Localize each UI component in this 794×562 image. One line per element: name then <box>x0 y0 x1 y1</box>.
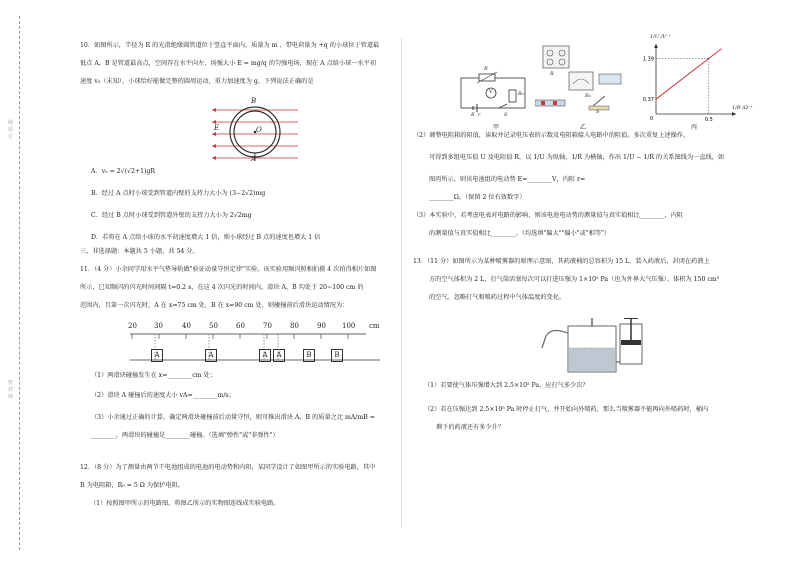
apparatus-label-r0: R₀ <box>585 93 591 99</box>
tick-label-x1: 0.5 <box>704 117 713 123</box>
q12-right-line-1: （2）调整电阻箱的阻值，读取并记录电压表的示数及电阻箱接入电路中的阻值。多次重复上述操作， <box>413 132 690 139</box>
block-a: A <box>205 349 217 362</box>
x-axis-arrow <box>732 112 736 116</box>
q13-sub-1: （1）若要使气体压强增大到 2.5×10⁵ Pa，应打气多少次？ <box>424 382 589 389</box>
q11-line-2: 所示，已知频闪的闪光时间间隔 t=0.2 s，在这 4 次闪光的时间内，滑块 A、B 均处于 20~100 cm 的 <box>80 284 364 291</box>
block-a: A <box>273 349 285 362</box>
apparatus-label-r: R <box>550 71 554 77</box>
graph-bing <box>640 40 740 126</box>
block-b: B <box>303 349 315 362</box>
circuit-label-v: V <box>489 89 493 95</box>
ruler-tick: 70 <box>263 322 272 330</box>
column-divider <box>401 38 402 528</box>
ruler-tick: 20 <box>128 322 137 330</box>
q10-label-a: A <box>251 155 257 163</box>
q10-option-d: D．若将在 A 点给小球的水平初速度增大 1 倍，则小球经过 B 点的速度也增大 1 倍 <box>91 234 321 241</box>
question-10 <box>80 42 400 86</box>
q12-right-line-6: 的测量值与真实值相比________。（均选填"偏大""偏小"或"相等"） <box>429 230 611 237</box>
tick-label-y2: 0.37 <box>642 97 654 104</box>
circuit-label-r: R <box>484 66 488 72</box>
q10-label-b: B <box>251 97 257 105</box>
ruler-tick: 60 <box>236 322 245 330</box>
ruler-tick: 30 <box>154 322 163 330</box>
tick-label-y1: 1.39 <box>642 56 654 63</box>
q10-label-e: E <box>214 124 220 132</box>
q13-sub-2: （2）若在压强达到 2.5×10⁵ Pa 时停止打气，并开始向外喷药，那么当喷雾器不能再向外喷药时，桶内 <box>424 406 709 413</box>
q12-right-part <box>413 132 788 238</box>
q10-label-o: O <box>256 126 262 134</box>
block-a: A <box>259 349 271 362</box>
q13-line-3: 的空气。忽略打气和喷药过程中气体温度的变化。 <box>429 294 566 301</box>
ruler-unit: cm <box>369 322 380 330</box>
q13-sub-3: 剩下的药液还有多少升？ <box>436 424 505 431</box>
caption-jia: 甲 <box>493 124 500 131</box>
apparatus-yi <box>535 44 635 124</box>
circuit-label-e: E <box>471 112 475 118</box>
tick-label-origin: 0 <box>649 116 653 122</box>
caption-bing: 丙 <box>691 124 698 131</box>
q13-line-1: 13．（11 分）如图所示为某种喷雾器的原理示意图，其药液桶的总容积为 15 L，装入药液后，封闭在药液上 <box>413 258 710 265</box>
ruler-tick: 90 <box>317 322 326 330</box>
circuit-label-r-internal: r <box>478 112 481 118</box>
q12-right-line-3: 图丙所示，则该电池组的电动势 E=________V，内阻 r= <box>429 176 586 183</box>
ruler-tick: 40 <box>182 322 191 330</box>
circuit-label-s: S <box>504 112 508 118</box>
q12-line-1: 12．（8 分）为了测量由两节干电池组成的电池的电动势和内阻，某同学设计了如图甲所示的实验电路，其中 <box>80 464 376 471</box>
q11-sub-3: （3）小余通过正确的计算，确定两滑块碰撞前后动量守恒，则可推出滑块 A、B 的质量之比 mA/mB = <box>91 414 375 421</box>
ruler-tick: 80 <box>290 322 299 330</box>
q12-line-3: （1）按照图甲所示的电路图，将图乙所示的实物图连线成实验电路。 <box>90 500 280 507</box>
q10-option-a: A．v₀ = 2√(√2+1)gR <box>91 168 156 175</box>
q10-option-c: C．经过 B 点时小球受到管道外壁的支持力大小为 2√2mg <box>91 212 252 219</box>
series-line <box>656 49 722 100</box>
caption-yi: 乙 <box>580 124 587 131</box>
binding-label-2: 密 封 线 <box>8 380 14 400</box>
q10-line-2: 低点 A，B 是管道最高点，空间存在水平向左、场强大小 E = mg/q 的匀强电场，现在 A 点给小球一水平初 <box>80 60 377 67</box>
q12-right-line-4: ________Ω。（保留 2 位有效数字） <box>429 194 526 201</box>
circuit-label-r0: R₀ <box>518 91 524 97</box>
q11-ruler-svg <box>128 330 388 364</box>
binding-line <box>19 16 20 550</box>
q11-line-1: 11．（4 分）小余同学用水平气垫导轨做"验证动量守恒定律"实验。该实验用频闪照相拍摄 4 次拍得相片如图 <box>80 266 377 273</box>
question-12 <box>80 464 400 508</box>
q11-sub-4: ________，两滑块的碰撞是________碰撞。（选填"弹性"或"非弹性"） <box>91 432 279 439</box>
q12-right-line-5: （3）本实验中，若考虑电表对电路的影响，则该电池电动势的测量值与真实值相比________，内阻 <box>413 212 683 219</box>
y-axis-arrow <box>654 44 658 48</box>
ruler-tick: 50 <box>209 322 218 330</box>
block-a: A <box>151 349 163 362</box>
q11-sub-1: （1）两滑块碰撞发生在 x=________cm 处； <box>91 372 216 379</box>
apparatus-label-s: S <box>596 109 600 115</box>
section-3-heading: 三、非选择题：本题共 5 小题，共 54 分。 <box>80 248 199 255</box>
q10-line-3: 速度 v₀（未知），小球恰好能做完整的圆周运动，重力加速度为 g，下列说法正确的是 <box>80 78 314 85</box>
q12-line-2: R 为电阻箱，R₀ = 5 Ω 为保护电阻。 <box>80 482 184 489</box>
q12-right-line-2: 可得到多组电压值 U 及电阻值 R，以 1/U 为纵轴，1/R 为横轴，作出 1/U − 1/R 的关系图线为一直线，如 <box>429 154 725 161</box>
graph-ylabel: 1/U /V⁻¹ <box>650 34 671 40</box>
ruler-tick: 100 <box>342 322 356 330</box>
graph-xlabel: 1/R /Ω⁻¹ <box>732 105 753 111</box>
q10-option-b: B．经过 A 点时小球受到管道内壁的支持力大小为 (3−2√2)mg <box>91 190 266 197</box>
q10-options <box>91 168 401 242</box>
question-11 <box>80 266 400 310</box>
q11-sub-2: （2）滑块 A 碰撞后的速度大小 vA=________m/s； <box>91 392 235 399</box>
q13-subquestions <box>424 382 788 432</box>
q11-ruler-figure <box>128 322 388 364</box>
q11-line-3: 范围内，且第一次闪光时，A 在 x=75 cm 处，B 在 x=90 cm 处，则碰撞前后滑块运动情况为： <box>80 302 349 309</box>
q11-subquestions <box>91 372 401 440</box>
q13-sprayer-figure <box>538 318 658 376</box>
block-b: B <box>331 349 343 362</box>
question-13 <box>413 258 788 302</box>
q13-line-2: 方的空气体积为 2 L，打气筒活塞每次可以打进压强为 1×10⁵ Pa（也为外界大气压强）、体积为 150 cm³ <box>429 276 720 283</box>
q10-line-1: 10．如图所示，半径为 R 的光滑绝缘圆管道位于竖直平面内，质量为 m 、带电荷量为 +q 的小球位于管道最 <box>80 42 380 49</box>
binding-label: 线 装 订 <box>8 120 14 140</box>
